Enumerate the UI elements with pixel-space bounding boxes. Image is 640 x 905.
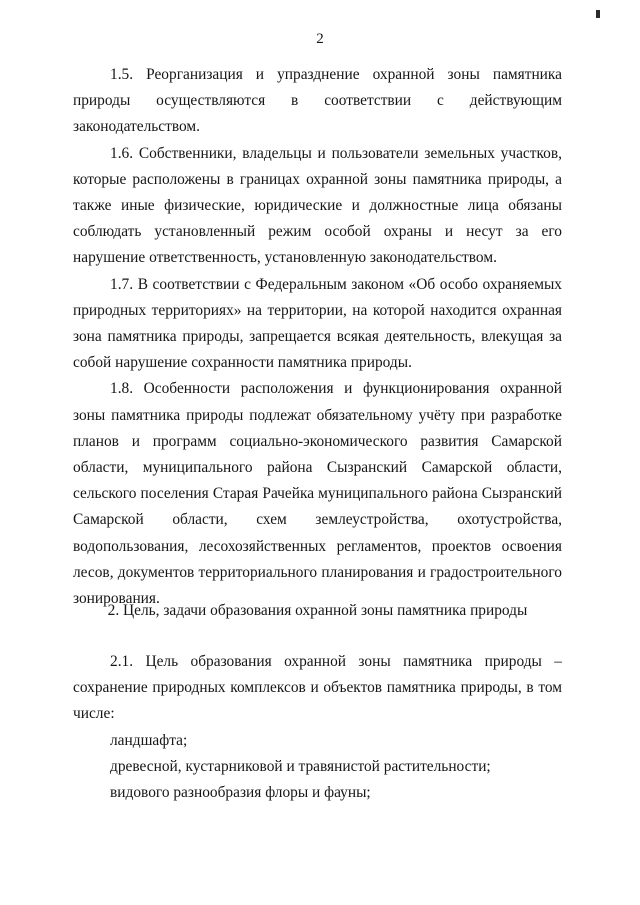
list-item-landscape: ландшафта; [110, 731, 188, 749]
section-2-heading: 2. Цель, задачи образования охранной зоны памятника природы [107, 602, 528, 619]
paragraph-1-6: 1.6. Собственники, владельцы и пользователи земельных участков, которые расположены в границах охранной зоны памятника природы, а также иные физические, юридические и должностные лица обязаны соблюдать установленный режим особой охраны и несут за его нарушение ответственность, установленную законодательством. [73, 144, 562, 267]
section-1-body [73, 62, 562, 612]
paragraph-2-1: 2.1. Цель образования охранной зоны памятника природы – сохранение природных комплексов и объектов памятника природы, в том числе: [73, 653, 562, 723]
scan-mark [596, 10, 600, 18]
paragraph-1-5: 1.5. Реорганизация и упразднение охранной зоны памятника природы осуществляются в соответствии с действующим законодательством. [73, 66, 562, 136]
paragraph-1-8: 1.8. Особенности расположения и функционирования охранной зоны памятника природы подлежат обязательному учёту при разработке планов и программ социально-экономического развития Самарской области, муниципального района Сызранский Самарской области, сельского поселения Старая Рачейка муниципального района Сызранский Самарской области, схем землеустройства, охотустройства, водопользования, лесохозяйственных регламентов, проектов освоения лесов, документов территориального планирования и градостроительного зонирования. [73, 380, 562, 608]
section-2-body [73, 649, 562, 806]
paragraph-1-7: 1.7. В соответствии с Федеральным законом «Об особо охраняемых природных территориях» на территории, на которой находится охранная зона памятника природы, запрещается всякая деятельность, влекущая за собой нарушение сохранности памятника природы. [73, 275, 562, 372]
list-item-biodiversity: видового разнообразия флоры и фауны; [110, 784, 371, 802]
list-item-vegetation: древесной, кустарниковой и травянистой растительности; [110, 757, 491, 775]
page-number: 2 [316, 31, 324, 47]
